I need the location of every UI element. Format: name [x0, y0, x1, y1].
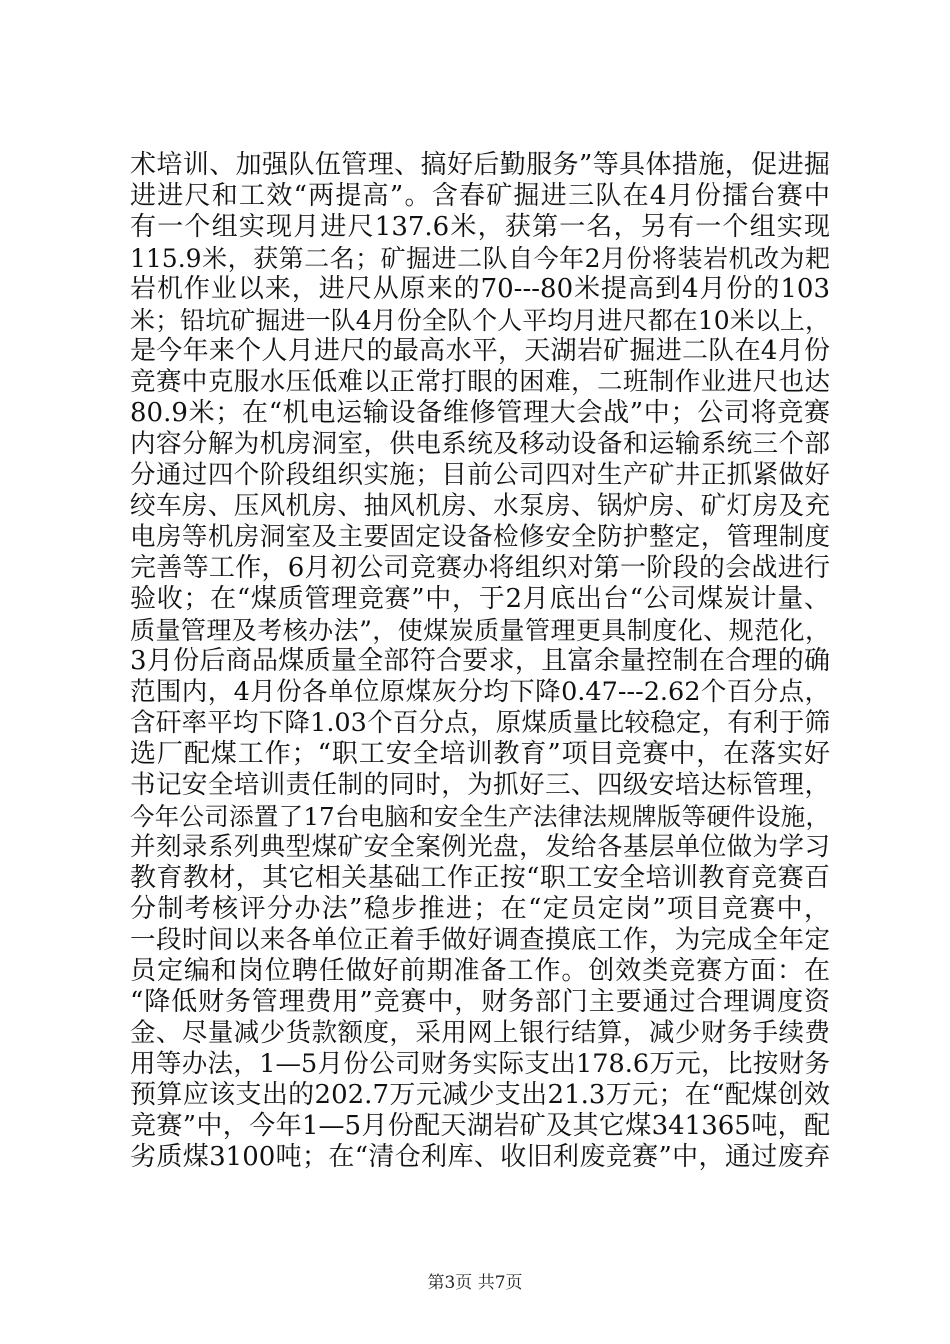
text-line: 选厂配煤工作；“职工安全培训教育”项目竞赛中，在落实好: [130, 739, 830, 769]
text-line: 书记安全培训责任制的同时，为抓好三、四级安培达标管理，: [130, 770, 830, 800]
text-line: 竞赛中克服水压低难以正常打眼的困难，二班制作业进尺也达: [130, 367, 830, 397]
text-line: “降低财务管理费用”竞赛中，财务部门主要通过合理调度资: [130, 987, 830, 1017]
text-line: 80.9米；在“机电运输设备维修管理大会战”中；公司将竞赛: [130, 398, 830, 428]
text-line: 范围内，4月份各单位原煤灰分均下降0.47---2.62个百分点，: [130, 677, 830, 707]
text-line: 质量管理及考核办法”，使煤炭质量管理更具制度化、规范化，: [130, 616, 830, 645]
text-line: 预算应该支出的202.7万元减少支出21.3万元；在“配煤创效: [130, 1080, 830, 1110]
text-line: 验收；在“煤质管理竞赛”中，于2月底出台“公司煤炭计量、: [130, 584, 830, 614]
text-line: 员定编和岗位聘任做好前期准备工作。创效类竞赛方面：在: [130, 956, 830, 986]
text-line: 米；铅坑矿掘进一队4月份全队个人平均月进尺都在10米以上，: [130, 306, 830, 335]
text-line: 教育教材，其它相关基础工作正按“职工安全培训教育竞赛百: [130, 863, 830, 893]
page-number: 第3页 共7页: [427, 1273, 523, 1293]
text-line: 115.9米，获第二名；矿掘进二队自今年2月份将装岩机改为耙: [130, 244, 830, 273]
text-line: 金、尽量减少货款额度，采用网上银行结算，减少财务手续费: [130, 1018, 830, 1048]
text-line: 进进尺和工效“两提高”。含春矿掘进三队在4月份擂台赛中: [130, 181, 830, 211]
text-line: 分通过四个阶段组织实施；目前公司四对生产矿井正抓紧做好: [130, 460, 830, 490]
text-line: 分制考核评分办法”稳步推进；在“定员定岗”项目竞赛中，: [130, 894, 830, 924]
document-body: [130, 150, 830, 1173]
text-line: 今年公司添置了17台电脑和安全生产法律法规牌版等硬件设施，: [130, 802, 830, 831]
text-line: 并刻录系列典型煤矿安全案例光盘，发给各基层单位做为学习: [130, 832, 830, 862]
text-line: 一段时间以来各单位正着手做好调查摸底工作，为完成全年定: [130, 925, 830, 955]
text-line: 含矸率平均下降1.03个百分点，原煤质量比较稳定，有利于筛: [130, 708, 830, 738]
text-line: 用等办法，1—5月份公司财务实际支出178.6万元，比按财务: [130, 1049, 830, 1079]
text-line: 电房等机房洞室及主要固定设备检修安全防护整定，管理制度: [130, 522, 830, 552]
text-line: 绞车房、压风机房、抽风机房、水泵房、锅炉房、矿灯房及充: [130, 491, 830, 521]
text-line: 是今年来个人月进尺的最高水平，天湖岩矿掘进二队在4月份: [130, 336, 830, 366]
text-line: 竞赛”中，今年1—5月份配天湖岩矿及其它煤341365吨，配: [130, 1111, 830, 1141]
text-line: 3月份后商品煤质量全部符合要求，且富余量控制在合理的确: [130, 646, 830, 676]
text-line: 劣质煤3100吨；在“清仓利库、收旧利废竞赛”中，通过废弃: [130, 1142, 830, 1172]
text-line: 术培训、加强队伍管理、搞好后勤服务”等具体措施，促进掘: [130, 150, 830, 180]
text-line: 岩机作业以来，进尺从原来的70---80米提高到4月份的103: [130, 274, 830, 304]
text-line: 完善等工作，6月初公司竞赛办将组织对第一阶段的会战进行: [130, 553, 830, 583]
text-line: 有一个组实现月进尺137.6米，获第一名，另有一个组实现: [130, 212, 830, 242]
text-line: 内容分解为机房洞室，供电系统及移动设备和运输系统三个部: [130, 429, 830, 459]
